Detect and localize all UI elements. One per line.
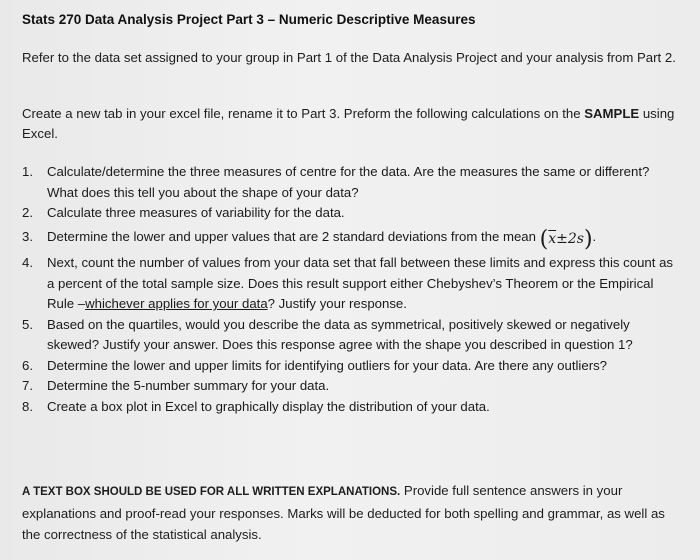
task-text: Next, count the number of values from your data set that fall between these limits and express this count as a percent of the total sample size. Does this result support either Chebyshev’s Theorem or the Empirical Rule – xyxy=(47,255,674,311)
instructions-paragraph xyxy=(22,104,684,144)
task-number: 8. xyxy=(22,398,33,414)
intro-paragraph: Refer to the data set assigned to your group in Part 1 of the Data Analysis Project and your analysis from Part 2. xyxy=(22,50,676,65)
task-number: 2. xyxy=(22,205,33,220)
task-number: 3. xyxy=(22,228,33,244)
task-item xyxy=(22,203,682,224)
task-item xyxy=(22,162,682,203)
task-item xyxy=(22,376,682,397)
task-number: 6. xyxy=(22,357,33,373)
task-item xyxy=(22,356,682,377)
task-text: Calculate/determine the three measures of centre for the data. Are the measures the same or different? What does this tell you about the shape of your data? xyxy=(47,164,650,200)
task-item: 4. Next, count the number of values from your data set that fall between these limits and express this count as a percent of the total sample size. Does this result support either Chebyshev’s Theorem or the Empirical Rule –whichever applies for your data? Justify your response. xyxy=(22,255,674,311)
sample-emphasis: SAMPLE xyxy=(584,106,640,121)
task-text: Determine the lower and upper values that are 2 standard deviations from the mean xyxy=(47,228,540,244)
task-number: 1. xyxy=(22,164,33,179)
task-list xyxy=(22,162,682,417)
task-text: Create a box plot in Excel to graphically display the distribution of your data. xyxy=(47,398,490,414)
underlined-phrase: whichever applies for your data xyxy=(85,296,268,311)
footer-caps: A TEXT BOX SHOULD BE USED FOR ALL WRITTEN EXPLANATIONS. xyxy=(22,486,401,498)
task-text: Determine the 5-number summary for your data. xyxy=(47,378,330,393)
footer-text: Provide full sentence answers in your explanations and proof-read your responses. Marks will be deducted for both spelling and grammar, as well as the correctness of the statistical analysis. xyxy=(22,483,665,542)
task-item xyxy=(22,397,682,418)
task-item: 3. Determine the lower and upper values that are 2 standard deviations from the mean $(\overline{x}\pm 2s)$. xyxy=(22,226,597,252)
task-item xyxy=(22,315,682,356)
mean-two-sd-formula: $(\overline{x}\pm 2s)$ xyxy=(539,226,593,252)
page-title: Stats 270 Data Analysis Project Part 3 – Numeric Descriptive Measures xyxy=(22,12,476,27)
footer-note xyxy=(22,480,686,545)
task-number: 5. xyxy=(22,316,33,332)
task-text: Calculate three measures of variability for the data. xyxy=(47,205,345,220)
instructions-text-end: using Excel. xyxy=(22,106,675,141)
task-text: Based on the quartiles, would you describe the data as symmetrical, positively skewed or negatively skewed? Justify your answer. Does this response agree with the shape you described in question 1? xyxy=(47,316,633,352)
instructions-text: Create a new tab in your excel file, rename it to Part 3. Preform the following calculations on the xyxy=(22,106,585,121)
task-text: Determine the lower and upper limits for identifying outliers for your data. Are there any outliers? xyxy=(47,357,608,373)
task-number: 4. xyxy=(22,255,33,270)
task-number: 7. xyxy=(22,378,33,393)
